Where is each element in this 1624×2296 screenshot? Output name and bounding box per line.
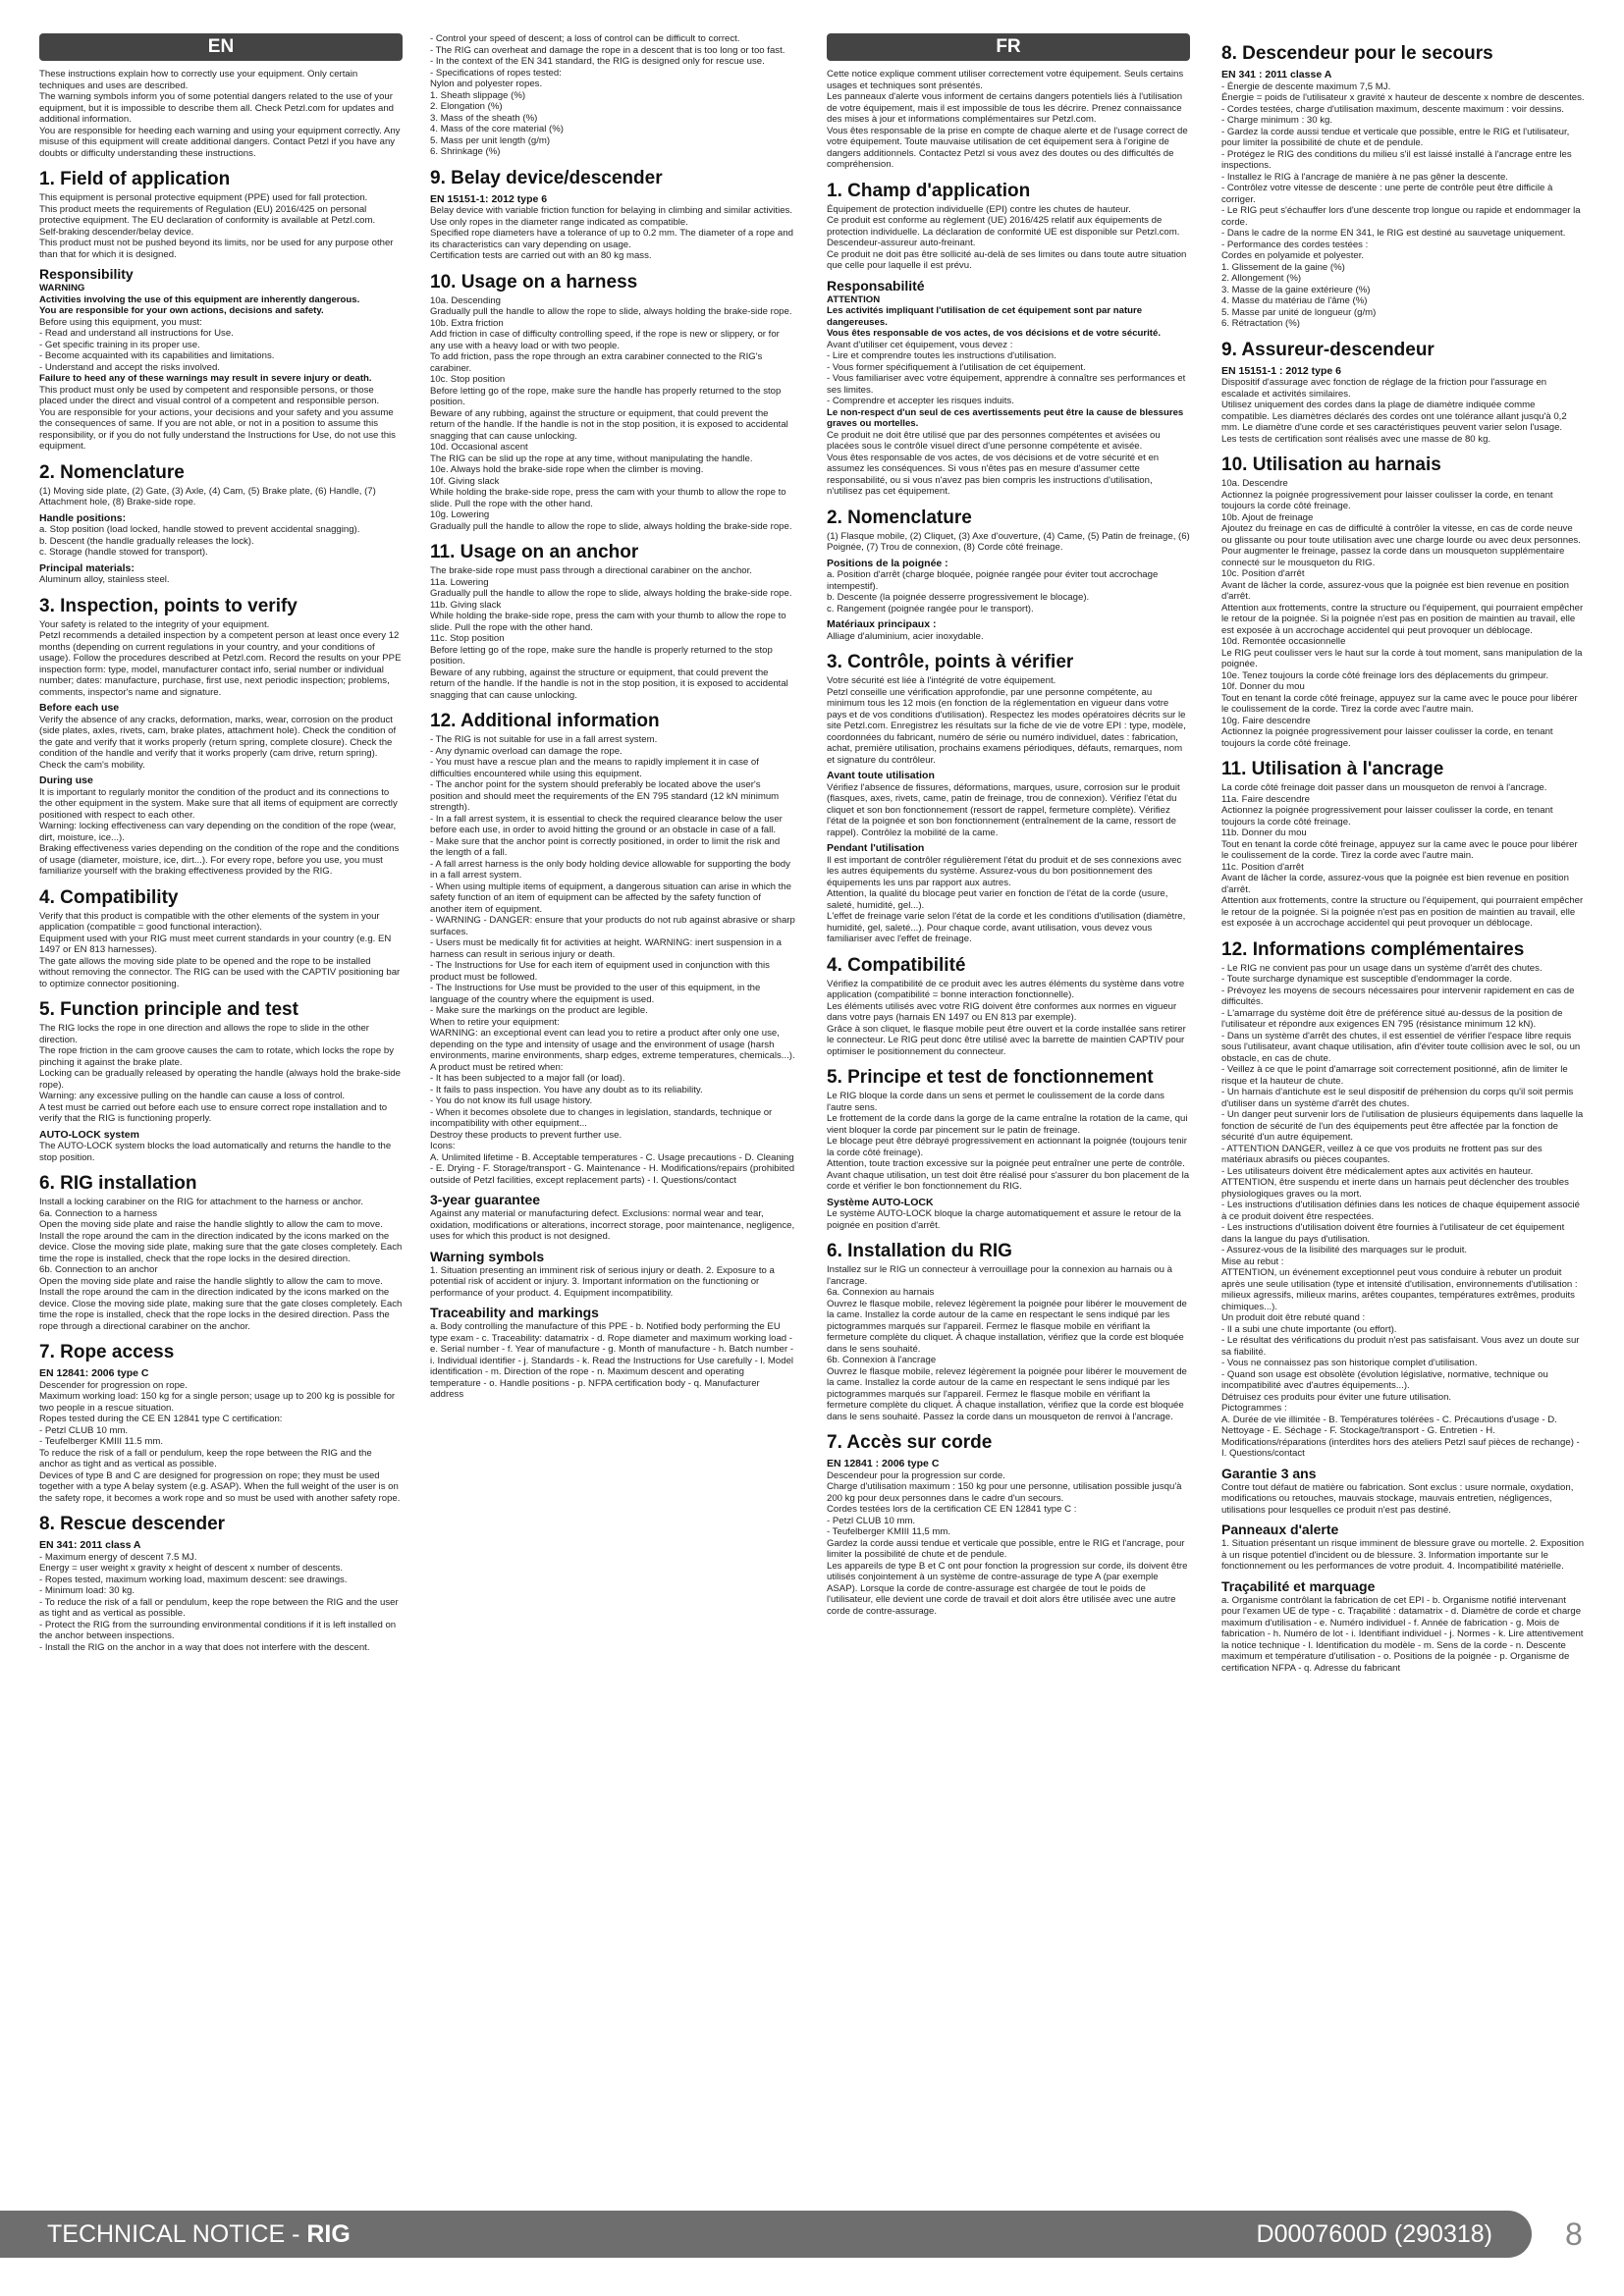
paragraph: Install a locking carabiner on the RIG for attachment to the harness or anchor. 6a. Connection to a harness Open the moving side plate and raise the handle slightly to allow the cam to move. Install the rope around the cam in the direction indicated by the icons marked on the device. Close the moving side plate, making sure that the gate closes completely. Each time the rope is installed, check that the rope locks in the desired direction. 6b. Connection to an anchor Open the moving side plate and raise the handle slightly to allow the cam to move. Install the rope around the cam in the direction indicated by the icons marked on the device. Close the moving side plate, making sure that the gate closes completely. Each time the rope is installed, check that the rope locks in the desired direction. Pass the rope through a directional carabiner on the anchor. bbox=[39, 1197, 403, 1332]
section-heading: 2. Nomenclature bbox=[39, 461, 185, 483]
subheading: Positions de la poignée : bbox=[827, 557, 948, 569]
paragraph: The brake-side rope must pass through a directional carabiner on the anchor. 11a. Lowering Gradually pull the handle to allow the rope to slide, always holding the brake-side rope. 11b. Giving slack While holding the brake-side rope, press the cam with your thumb to allow the rope to slide. Pull the rope with the other hand. 11c. Stop position Before letting go of the rope, make sure the handle is properly returned to the stop position. Beware of any rubbing, against the structure or equipment, that could prevent the return of the handle. If the handle is not in the stop position, it is exposed to accidental snagging that can cause unlocking. bbox=[430, 565, 792, 701]
paragraph: Your safety is related to the integrity of your equipment. Petzl recommends a detailed inspection by a competent person at least once every 12 months (depending on current regulations in your country, and your conditions of usage). Follow the procedures described at Petzl.com. Record the results on your PPE inspection form: type, model, manufacturer contact info, serial number or individual number; dates: manufacture, purchase, first use, next periodic inspection; problems, comments, inspector's name and signature. bbox=[39, 618, 402, 698]
section-heading: 6. RIG installation bbox=[39, 1173, 197, 1194]
intro-text: Cette notice explique comment utiliser correctement votre équipement. Seuls certains usages et techniques sont présentés. Les panneaux d'alerte vous informent de certains dangers potentiels liés à l'utilisation de votre équipement, mais il est impossible de tous les décrire. Prenez connaissance des mises à jour et informations complémentaires sur Petzl.com. Vous êtes responsable de la prise en compte de chaque alerte et de l'usage correct de votre équipement. Toute mauvaise utilisation de cet équipement sera à l'origine de dangers additionnels. Contactez Petzl si vous avez des doutes ou des difficultés de compréhension. bbox=[827, 69, 1188, 170]
section-heading: 1. Champ d'application bbox=[827, 180, 1031, 201]
section-heading: 5. Function principle and test bbox=[39, 999, 298, 1020]
column-en-1 bbox=[39, 33, 403, 2163]
paragraph: Vérifiez la compatibilité de ce produit avec les autres éléments du système dans votre application (compatibilité = bonne interaction fonctionnelle). Les éléments utilisés avec votre RIG doivent être conformes aux normes en vigueur dans votre pays (harnais EN 1497 ou EN 813 par exemple). Grâce à son cliquet, le flasque mobile peut être ouvert et la corde installée sans retirer le connecteur. Le RIG peut donc être utilisé avec la barrette de maintien CAPTIV pour optimiser le positionnement du connecteur. bbox=[827, 978, 1186, 1057]
paragraph: The AUTO-LOCK system blocks the load automatically and returns the handle to the stop position. bbox=[39, 1141, 392, 1163]
paragraph: Before using this equipment, you must: - Read and understand all instructions for Use. - Get specific training in its proper use. - Become acquainted with its capabilities and limitations. - Understand and accept the risks involved. bbox=[39, 316, 275, 373]
subheading: Handle positions: bbox=[39, 511, 127, 524]
column-en-2 bbox=[430, 33, 795, 2163]
paragraph: Ce produit ne doit être utilisé que par des personnes compétentes et avisées ou placées sous le contrôle visuel direct d'une personne compétente et avisée. Vous êtes responsable de vos actes, de vos décisions et de votre sécurité et en assumez les conséquences. Si vous n'êtes pas en mesure d'assumer cette responsabilité, ou si vous n'avez pas bien compris les instructions d'utilisation, n'utilisez pas cet équipement. bbox=[827, 429, 1161, 497]
paragraph: Le RIG bloque la corde dans un sens et permet le coulissement de la corde dans l'autre sens. Le frottement de la corde dans la gorge de la came entraîne la rotation de la came, qui vient bloquer la corde par pincement sur le patin de freinage. Le blocage peut être débrayé progressivement en actionnant la poignée (toujours tenir la corde côté freinage). Attention, toute traction excessive sur la poignée peut entraîner une perte de contrôle. Avant chaque utilisation, un test doit être réalisé pour s'assurer du bon placement de la corde et vérifier le bon fonctionnement du RIG. bbox=[827, 1091, 1190, 1192]
subsection-heading: Warning symbols bbox=[430, 1248, 545, 1264]
section-heading: 8. Descendeur pour le secours bbox=[1221, 43, 1493, 64]
paragraph: Il est important de contrôler régulièrement l'état du produit et de ses connexions avec les autres équipements du système. Assurez-vous du bon positionnement des équipements les uns par rapport aux autres. Attention, la qualité du blocage peut varier en fonction de l'état de la corde (usure, saleté, humidité, gel...). L'effet de freinage varie selon l'état de la corde et les conditions d'utilisation (diamètre, humidité, gel, saleté...). Pour chaque corde, avant utilisation, vous devez vous familiariser avec l'effet de freinage. bbox=[827, 854, 1186, 944]
section-heading: 8. Rescue descender bbox=[39, 1514, 226, 1534]
subsection-heading: Traçabilité et marquage bbox=[1221, 1577, 1376, 1594]
subheading: EN 341: 2011 class A bbox=[39, 1539, 141, 1551]
paragraph: - Control your speed of descent; a loss of control can be difficult to correct. - The RIG can overheat and damage the rope in a descent that is too long or too fast. - In the context of the EN 341 standard, the RIG is designed only for rescue use. - Specifications of ropes tested: Nylon and polyester ropes. 1. Sheath slippage (%) 2. Elongation (%) 3. Mass of the sheath (%) 4. Mass of the core material (%) 5. Mass per unit length (g/m) 6. Shrinkage (%) bbox=[430, 33, 785, 157]
paragraph: a. Stop position (load locked, handle stowed to prevent accidental snagging). b. Descent (the handle gradually releases the lock). c. Storage (handle stowed for transport). bbox=[39, 524, 360, 558]
paragraph: - The RIG is not suitable for use in a fall arrest system. - Any dynamic overload can damage the rope. - You must have a rescue plan and the means to rapidly implement it in case of difficulties encountered while using this equipment. - The anchor point for the system should preferably be located above the user's position and should meet the requirements of the EN 795 standard (12 kN minimum strength). - In a fall arrest system, it is essential to check the required clearance below the user before each use, in order to avoid hitting the ground or an obstacle in case of a fall. - Make sure that the anchor point is correctly positioned, in order to limit the risk and the length of a fall. - A fall arrest harness is the only body holding device allowable for supporting the body in a fall arrest system. - When using multiple items of equipment, a dangerous situation can arise in which the safety function of an item of equipment can be affected by the safety function of another item of equipment. - WARNING - DANGER: ensure that your products do not rub against abrasive or sharp surfaces. - Users must be medically fit for activities at height. WARNING: inert suspension in a harness can result in serious injury or death. - The Instructions for Use for each item of equipment used in conjunction with this product must be followed. - The Instructions for Use must be provided to the user of this equipment, in the language of the country where the equipment is used. - Make sure the markings on the product are legible. When to retire your equipment: WARNING: an exceptional event can lead you to retire a product after only one use, depending on the type and intensity of usage and the environment of usage (harsh environments, marine environments, sharp edges, extreme temperatures, chemicals...). A product must be retired when: - It has been subjected to a major fall (or load). - It fails to pass inspection. You have any doubt as to its reliability. - You do not know its full usage history. - When it becomes obsolete due to changes in legislation, standards, technique or incompatibility with other equipment... Destroy these products to prevent further use. Icons: A. Unlimited lifetime - B. Acceptable temperatures - C. Usage precautions - D. Cleaning - E. Drying - F. Storage/transport - G. Maintenance - H. Modifications/repairs (prohibited outside of Petzl facilities, except replacement parts) - I. Questions/contact bbox=[430, 734, 795, 1186]
subsection-heading: 3-year guarantee bbox=[430, 1192, 541, 1207]
paragraph: 10a. Descendre Actionnez la poignée progressivement pour laisser coulisser la corde, en tenant toujours la corde côté freinage. 10b. Ajout de freinage Ajoutez du freinage en cas de difficulté à contrôler la vitesse, en cas de corde neuve ou glissante ou pour toute utilisation avec une charge lourde ou avec deux personnes. Pour augmenter le freinage, passez la corde dans un mousqueton supplémentaire connecté sur le mousqueton du RIG. 10c. Position d'arrêt Avant de lâcher la corde, assurez-vous que la poignée est bien revenue en position d'arrêt. Attention aux frottements, contre la structure ou l'équipement, qui pourraient empêcher le retour de la poignée. Si la poignée n'est pas en position de maintien au travail, elle est exposée à un accrochage accidentel qui peut provoquer un déblocage. 10d. Remontée occasionnelle Le RIG peut coulisser vers le haut sur la corde à tout moment, sans manipulation de la poignée. 10e. Tenez toujours la corde côté freinage lors des déplacements du grimpeur. 10f. Donner du mou Tout en tenant la corde côté freinage, appuyez sur la came avec le pouce pour libérer le coulissement de la corde. Tirez la corde avec l'autre main. 10g. Faire descendre Actionnez la poignée progressivement pour laisser coulisser la corde, en tenant toujours la corde côté freinage. bbox=[1221, 478, 1584, 749]
column-fr-1 bbox=[827, 33, 1190, 2163]
intro-text: These instructions explain how to correctly use your equipment. Only certain techniques and uses are described. The warning symbols inform you of some potential dangers related to the use of your equipment, but it is impossible to describe them all. Check Petzl.com for updates and additional information. You are responsible for heeding each warning and using your equipment correctly. Any misuse of this equipment will create additional dangers. Contact Petzl if you have any doubts or difficulty understanding these instructions. bbox=[39, 69, 401, 159]
subheading: EN 341 : 2011 classe A bbox=[1221, 69, 1332, 80]
footer-product-name: RIG bbox=[306, 2220, 351, 2248]
paragraph: Descendeur pour la progression sur corde. Charge d'utilisation maximum : 150 kg pour une personne, utilisation possible jusqu'à 200 kg pour deux personnes dans le cadre d'un secours. Cordes testées lors de la certification CE EN 12841 type C : - Petzl CLUB 10 mm. - Teufelberger KMIII 11,5 mm. Gardez la corde aussi tendue et verticale que possible, entre le RIG et l'ancrage, pour limiter la possibilité de chute et de pendule. Les appareils de type B et C ont pour fonction la progression sur corde, ils doivent être utilisés conjointement à un système de contre-assurage de type A (par exemple ASAP). Lorsque la corde de contre-assurage est chargée de tout le poids de l'utilisateur, elle devient une corde de travail et doit alors être utilisée avec une autre corde de contre-assurage. bbox=[827, 1469, 1188, 1617]
column-fr-2 bbox=[1221, 33, 1585, 2163]
language-tab: FR bbox=[827, 33, 1190, 61]
section-heading: 6. Installation du RIG bbox=[827, 1241, 1012, 1261]
section-heading: 3. Inspection, points to verify bbox=[39, 595, 298, 616]
paragraph: It is important to regularly monitor the condition of the product and its connections to the other equipment in the system. Make sure that all items of equipment are correctly positioned with respect to each other. Warning: locking effectiveness can vary depending on the condition of the rope (wear, dirt, moisture, ice...). Braking effectiveness varies depending on the condition of the rope and the conditions of usage (diameter, moisture, ice, dirt...). For every rope, before you use, you must familiarize yourself with the braking effectiveness provided by the RIG. bbox=[39, 786, 400, 877]
paragraph: - Le RIG ne convient pas pour un usage dans un système d'arrêt des chutes. - Toute surcharge dynamique est susceptible d'endommager la corde. - Prévoyez les moyens de secours nécessaires pour intervenir rapidement en cas de difficultés. - L'amarrage du système doit être de préférence situé au-dessus de la position de l'utilisateur et répondre aux exigences EN 795 (résistance minimum 12 kN). - Dans un système d'arrêt des chutes, il est essentiel de vérifier l'espace libre requis sous l'utilisateur, avant chaque utilisation, afin d'éviter toute collision avec le sol, ou un obstacle, en cas de chute. - Veillez à ce que le point d'amarrage soit correctement positionné, afin de limiter le risque et la hauteur de chute. - Un harnais d'antichute est le seul dispositif de préhension du corps qu'il soit permis d'utiliser dans un système d'arrêt des chutes. - Un danger peut survenir lors de l'utilisation de plusieurs équipements dans laquelle la fonction de sécurité de l'un des équipements peut être affectée par la fonction de sécurité d'un autre équipement. - ATTENTION DANGER, veillez à ce que vos produits ne frottent pas sur des matériaux abrasifs ou pièces coupantes. - Les utilisateurs doivent être médicalement aptes aux activités en hauteur. ATTENTION, être suspendu et inerte dans un harnais peut déclencher des troubles physiologiques graves ou la mort. - Les instructions d'utilisation définies dans les notices de chaque équipement associé à ce produit doivent être respectées. - Les instructions d'utilisation doivent être fournies à l'utilisateur de cet équipement dans la langue du pays d'utilisation. - Assurez-vous de la lisibilité des marquages sur le produit. Mise au rebut : ATTENTION, un événement exceptionnel peut vous conduire à rebuter un produit après une seule utilisation (type et intensité d'utilisation, environnements d'utilisation : milieux agressifs, milieux marins, arêtes coupantes, températures extrêmes, produits chimiques...). Un produit doit être rebuté quand : - Il a subi une chute importante (ou effort). - Le résultat des vérifications du produit n'est pas satisfaisant. Vous avez un doute sur sa fiabilité. - Vous ne connaissez pas son historique complet d'utilisation. - Quand son usage est obsolète (évolution législative, normative, technique ou incompatibilité avec d'autres équipements...). Détruisez ces produits pour éviter une future utilisation. Pictogrammes : A. Durée de vie illimitée - B. Températures tolérées - C. Précautions d'usage - D. Nettoyage - E. Séchage - F. Stockage/transport - G. Entretien - H. Modifications/réparations (interdites hors des ateliers Petzl sauf pièces de rechange) - I. Questions/contact bbox=[1221, 962, 1584, 1459]
section-heading: 3. Contrôle, points à vérifier bbox=[827, 652, 1074, 672]
warning-text: ATTENTION Les activités impliquant l'utilisation de cet équipement sont par nature dangereuses. Vous êtes responsable de vos actes, de vos décisions et de votre sécurité. bbox=[827, 294, 1162, 339]
section-heading: 12. Informations complémentaires bbox=[1221, 938, 1525, 960]
subsection-heading: Garantie 3 ans bbox=[1221, 1465, 1317, 1481]
warning-text: Le non-respect d'un seul de ces avertissements peut être la cause de blessures graves ou mortelles. bbox=[827, 406, 1184, 429]
paragraph: This product must only be used by competent and responsible persons, or those placed under the direct and visual control of a competent and responsible person. You are responsible for your actions, your decisions and your safety and you assume the consequences of same. If you are not able, or not in a position to assume this responsibility, or if you do not fully understand the Instructions for Use, do not use this equipment. bbox=[39, 384, 396, 452]
paragraph: La corde côté freinage doit passer dans un mousqueton de renvoi à l'ancrage. 11a. Faire descendre Actionnez la poignée progressivement pour laisser coulisser la corde, en tenant toujours la corde côté freinage. 11b. Donner du mou Tout en tenant la corde côté freinage, appuyez sur la came avec le pouce pour libérer le coulissement de la corde. Tirez la corde avec l'autre main. 11c. Position d'arrêt Avant de lâcher la corde, assurez-vous que la poignée est bien revenue en position d'arrêt. Attention aux frottements, contre la structure ou l'équipement, qui pourraient empêcher le retour de la poignée. Si la poignée n'est pas en position de maintien au travail, elle est exposée à un accrochage accidentel qui peut provoquer un déblocage. bbox=[1221, 782, 1584, 929]
paragraph: This equipment is personal protective equipment (PPE) used for fall protection. This product meets the requirements of Regulation (EU) 2016/425 on personal protective equipment. The EU declaration of conformity is available at Petzl.com. Self-braking descender/belay device. This product must not be pushed beyond its limits, nor be used for any purpose other than that for which it is designed. bbox=[39, 192, 394, 260]
paragraph: Avant d'utiliser cet équipement, vous devez : - Lire et comprendre toutes les instructions d'utilisation. - Vous former spécifiquement à l'utilisation de cet équipement. - Vous familiariser avec votre équipement, apprendre à connaître ses performances et ses limites. - Comprendre et accepter les risques induits. bbox=[827, 339, 1186, 406]
subheading: Avant toute utilisation bbox=[827, 770, 935, 781]
paragraph: Votre sécurité est liée à l'intégrité de votre équipement. Petzl conseille une vérification approfondie, par une personne compétente, au minimum tous les 12 mois (en fonction de la réglementation en vigueur dans votre pays et de vos conditions d'utilisation). Respectez les modes opératoires décrits sur le site Petzl.com. Enregistrez les résultats sur la fiche de vie de votre EPI : type, modèle, coordonnées du fabricant, numéro de série ou numéro individuel, dates : fabrication, achat, première utilisation, prochains examens périodiques, défauts, remarques, nom et signature du contrôleur. bbox=[827, 675, 1186, 766]
subheading: Before each use bbox=[39, 702, 120, 714]
section-heading: 4. Compatibility bbox=[39, 886, 179, 908]
paragraph: Dispositif d'assurage avec fonction de réglage de la friction pour l'assurage en escalade et activités similaires. Utilisez uniquement des cordes dans la plage de diamètre indiquée comme compatible. Les diamètres déclarés des cordes ont une tolérance allant jusqu'à 0,2 mm. Le diamètre d'une corde et ses caractéristiques peuvent varier selon l'usage. Les tests de certification sont réalisés avec une masse de 80 kg. bbox=[1221, 377, 1567, 445]
section-heading: 11. Usage on an anchor bbox=[430, 542, 639, 562]
subheading: EN 12841: 2006 type C bbox=[39, 1367, 149, 1379]
paragraph: Alliage d'aluminium, acier inoxydable. bbox=[827, 630, 984, 642]
subheading: EN 15151-1 : 2012 type 6 bbox=[1221, 364, 1341, 377]
subheading: Pendant l'utilisation bbox=[827, 842, 925, 854]
subheading: EN 12841 : 2006 type C bbox=[827, 1458, 940, 1469]
paragraph: a. Body controlling the manufacture of this PPE - b. Notified body performing the EU type exam - c. Traceability: datamatrix - d. Rope diameter and maximum working load - e. Serial number - f. Year of manufacture - g. Month of manufacture - h. Batch number - i. Individual identifier - j. Standards - k. Read the Instructions for Use carefully - l. Model identification - m. Direction of the rope - n. Maximum descent and operating temperature - o. Handle positions - p. NFPA certification body - q. Manufacturer address bbox=[430, 1321, 794, 1400]
section-heading: 10. Usage on a harness bbox=[430, 271, 638, 293]
paragraph: Le système AUTO-LOCK bloque la charge automatiquement et assure le retour de la poignée en position d'arrêt. bbox=[827, 1208, 1181, 1231]
subheading: Système AUTO-LOCK bbox=[827, 1196, 934, 1208]
section-heading: 7. Accès sur corde bbox=[827, 1432, 993, 1453]
paragraph: (1) Moving side plate, (2) Gate, (3) Axle, (4) Cam, (5) Brake plate, (6) Handle, (7) Attachment hole, (8) Brake-side rope. bbox=[39, 485, 376, 507]
footer-doc-ref: D0007600D (290318) bbox=[1256, 2220, 1492, 2248]
section-heading: 4. Compatibilité bbox=[827, 954, 966, 976]
subsection-heading: Responsibility bbox=[39, 266, 134, 282]
footer-title bbox=[47, 2211, 351, 2258]
subheading: AUTO-LOCK system bbox=[39, 1128, 139, 1141]
section-heading: 9. Belay device/descender bbox=[430, 167, 663, 188]
paragraph: Verify the absence of any cracks, deformation, marks, wear, corrosion on the product (side plates, axles, rivets, cam, brake plates, attachment hole). Check the condition of the gate and verify that it works properly (return spring, complete closure). Check the condition of the handle and verify that it works properly (cam drive, return spring). Check the cam's mobility. bbox=[39, 714, 397, 771]
footer-bar bbox=[0, 2211, 1532, 2258]
subheading: During use bbox=[39, 774, 93, 786]
section-heading: 9. Assureur-descendeur bbox=[1221, 339, 1435, 360]
paragraph: a. Position d'arrêt (charge bloquée, poignée rangée pour éviter tout accrochage intempestif). b. Descente (la poignée desserre progressivement le blocage). c. Rangement (poignée rangée pour le transport). bbox=[827, 569, 1159, 614]
subsection-heading: Traceability and markings bbox=[430, 1305, 599, 1320]
section-heading: 5. Principe et test de fonctionnement bbox=[827, 1067, 1154, 1088]
paragraph: 10a. Descending Gradually pull the handle to allow the rope to slide, always holding the brake-side rope. 10b. Extra friction Add friction in case of difficulty controlling speed, if the rope is new or slippery, or for any use with a heavy load or with two people. To add friction, pass the rope through an extra carabiner connected to the RIG's carabiner. 10c. Stop position Before letting go of the rope, make sure the handle has properly returned to the stop position. Beware of any rubbing, against the structure or equipment, that could prevent the return of the handle. If the handle is not in the stop position, it is exposed to accidental snagging that can cause unlocking. 10d. Occasional ascent The RIG can be slid up the rope at any time, without manipulating the handle. 10e. Always hold the brake-side rope when the climber is moving. 10f. Giving slack While holding the brake-side rope, press the cam with your thumb to allow the rope to slide. Pull the rope with the other hand. 10g. Lowering Gradually pull the handle to allow the rope to slide, always holding the brake-side rope. bbox=[430, 294, 792, 532]
subheading: EN 15151-1: 2012 type 6 bbox=[430, 192, 548, 205]
paragraph: Aluminum alloy, stainless steel. bbox=[39, 574, 170, 585]
section-heading: 1. Field of application bbox=[39, 169, 231, 189]
paragraph: Descender for progression on rope. Maximum working load: 150 kg for a single person; usage up to 200 kg is possible for two people in a rescue situation. Ropes tested during the CE EN 12841 type C certification: - Petzl CLUB 10 mm. - Teufelberger KMIII 11.5 mm. To reduce the risk of a fall or pendulum, keep the rope between the RIG and the anchor as tight and as vertical as possible. Devices of type B and C are designed for progression on rope; they must be used together with a type A belay system (e.g. ASAP). When the full weight of the user is on the safety rope, it becomes a work rope and so must be used with another safety rope. bbox=[39, 1379, 401, 1504]
paragraph: Vérifiez l'absence de fissures, déformations, marques, usure, corrosion sur le produit (flasques, axes, rivets, came, patin de freinage, trou de connexion). Vérifiez l'état du cliquet et son bon fonctionnement (ressort de rappel, fermeture complète). Vérifiez l'état de la poignée et son bon fonctionnement (entraînement de la came, ressort de rappel). Contrôlez la mobilité de la came. bbox=[827, 781, 1180, 838]
section-heading: 2. Nomenclature bbox=[827, 507, 972, 528]
section-heading: 7. Rope access bbox=[39, 1342, 175, 1362]
paragraph: Belay device with variable friction function for belaying in climbing and similar activities. Use only ropes in the diameter range indicated as compatible. Specified rope diameters have a tolerance of up to 0.2 mm. The diameter of a rope and its characteristics can vary depending on usage. Certification tests are carried out with an 80 kg mass. bbox=[430, 205, 793, 261]
paragraph: Against any material or manufacturing defect. Exclusions: normal wear and tear, oxidation, modifications or alterations, incorrect storage, poor maintenance, negligence, uses for which this product is not designed. bbox=[430, 1208, 795, 1242]
paragraph: Installez sur le RIG un connecteur à verrouillage pour la connexion au harnais ou à l'ancrage. 6a. Connexion au harnais Ouvrez le flasque mobile, relevez légèrement la poignée pour libérer le mouvement de la came. Installez la corde autour de la came en respectant le sens indiqué par les pictogrammes marqués sur l'appareil. Fermez le flasque mobile en vérifiant la fermeture complète du cliquet. À chaque installation, vérifiez que la corde est bloquée dans le sens souhaité. 6b. Connexion à l'ancrage Ouvrez le flasque mobile, relevez légèrement la poignée pour libérer le mouvement de la came. Installez la corde autour de la came en respectant le sens indiqué par les pictogrammes marqués sur l'appareil. Fermez le flasque mobile en vérifiant la fermeture complète du cliquet. À chaque installation, vérifiez que la corde est bloquée dans le sens souhaité. Passez la corde dans un mousqueton de renvoi à l'ancrage. bbox=[827, 1264, 1187, 1422]
paragraph: (1) Flasque mobile, (2) Cliquet, (3) Axe d'ouverture, (4) Came, (5) Patin de freinage, (6) Poignée, (7) Trou de connexion, (8) Corde côté freinage. bbox=[827, 530, 1190, 553]
page-number: 8 bbox=[1565, 2216, 1583, 2252]
section-heading: 10. Utilisation au harnais bbox=[1221, 454, 1441, 475]
subheading: Principal materials: bbox=[39, 561, 135, 574]
paragraph: 1. Situation presenting an imminent risk of serious injury or death. 2. Exposure to a potential risk of accident or injury. 3. Important information on the functioning or performance of your product. 4. Equipment incompatibility. bbox=[430, 1264, 775, 1299]
language-tab: EN bbox=[39, 33, 403, 61]
paragraph: 1. Situation présentant un risque imminent de blessure grave ou mortelle. 2. Exposition à un risque potentiel d'incident ou de blessure. 3. Information importante sur le fonctionnement ou les performances de votre produit. 4. Incompatibilité matérielle. bbox=[1221, 1538, 1585, 1572]
subsection-heading: Responsabilité bbox=[827, 277, 925, 294]
section-heading: 12. Additional information bbox=[430, 711, 660, 731]
paragraph: - Maximum energy of descent 7.5 MJ. Energy = user weight x gravity x height of descent x number of descents. - Ropes tested, maximum working load, maximum descent: see drawings. - Minimum load: 30 kg. - To reduce the risk of a fall or pendulum, keep the rope between the RIG and the user as tight and as vertical as possible. - Protect the RIG from the surrounding environmental conditions if it is left installed on the anchor between inspections. - Install the RIG on the anchor in a way that does not interfere with the descent. bbox=[39, 1551, 399, 1653]
warning-text: WARNING Activities involving the use of this equipment are inherently dangerous. You are responsible for your own actions, decisions and safety. bbox=[39, 283, 360, 316]
subheading: Matériaux principaux : bbox=[827, 618, 937, 630]
paragraph: Verify that this product is compatible with the other elements of the system in your application (compatible = good functional interaction). Equipment used with your RIG must meet current standards in your country (e.g. EN 1497 or EN 813 harnesses). The gate allows the moving side plate to be opened and the rope to be installed without removing the connector. The RIG can be used with the CAPTIV positioning bar to optimize connector positioning. bbox=[39, 910, 401, 989]
section-heading: 11. Utilisation à l'ancrage bbox=[1221, 759, 1444, 779]
paragraph: Équipement de protection individuelle (EPI) contre les chutes de hauteur. Ce produit est conforme au règlement (UE) 2016/425 relatif aux équipements de protection individuelle. La déclaration de conformité UE est disponible sur Petzl.com. Descendeur-assureur auto-freinant. Ce produit ne doit pas être sollicité au-delà de ses limites ou dans toute autre situation que celle pour laquelle il est prévu. bbox=[827, 203, 1187, 271]
subsection-heading: Panneaux d'alerte bbox=[1221, 1522, 1339, 1537]
footer-title-prefix: TECHNICAL NOTICE - bbox=[47, 2220, 307, 2248]
paragraph: The RIG locks the rope in one direction and allows the rope to slide in the other direction. The rope friction in the cam groove causes the cam to rotate, which locks the rope by pinching it against the brake plate. Locking can be gradually released by operating the handle (always hold the brake-side rope). Warning: any excessive pulling on the handle can cause a loss of control. A test must be carried out before each use to ensure correct rope installation and to verify that the RIG is functioning properly. bbox=[39, 1023, 401, 1124]
warning-text: Failure to heed any of these warnings may result in severe injury or death. bbox=[39, 373, 372, 384]
paragraph: a. Organisme contrôlant la fabrication de cet EPI - b. Organisme notifié intervenant pour l'examen UE de type - c. Traçabilité : datamatrix - d. Diamètre de corde et charge maximum d'utilisation - e. Numéro individuel - f. Année de fabrication - g. Mois de fabrication - h. Numéro de lot - i. Identifiant individuel - j. Normes - k. Lire attentivement la notice technique - l. Identification du modèle - m. Sens de la corde - n. Descente maximum et température d'utilisation - o. Positions de la poignée - p. Organisme de certification NFPA - q. Adresse du fabricant bbox=[1221, 1594, 1584, 1674]
paragraph: Contre tout défaut de matière ou fabrication. Sont exclus : usure normale, oxydation, modifications ou retouches, mauvais stockage, mauvais entretien, négligences, utilisations pour lesquelles ce produit n'est pas destiné. bbox=[1221, 1481, 1574, 1516]
paragraph: - Énergie de descente maximum 7,5 MJ. Énergie = poids de l'utilisateur x gravité x hauteur de descente x nombre de descentes. - Cordes testées, charge d'utilisation maximum, descente maximum : voir dessins. - Charge minimum : 30 kg. - Gardez la corde aussi tendue et verticale que possible, entre le RIG et l'utilisateur, pour limiter la possibilité de chute et de pendule. - Protégez le RIG des conditions du milieu s'il est laissé installé à l'ancrage entre les inspections. - Installez le RIG à l'ancrage de manière à ne pas gêner la descente. - Contrôlez votre vitesse de descente : une perte de contrôle peut être difficile à corriger. - Le RIG peut s'échauffer lors d'une descente trop longue ou rapide et endommager la corde. - Dans le cadre de la norme EN 341, le RIG est destiné au sauvetage uniquement. - Performance des cordes testées : Cordes en polyamide et polyester. 1. Glissement de la gaine (%) 2. Allongement (%) 3. Masse de la gaine extérieure (%) 4. Masse du matériau de l'âme (%) 5. Masse par unité de longueur (g/m) 6. Rétractation (%) bbox=[1221, 80, 1585, 329]
